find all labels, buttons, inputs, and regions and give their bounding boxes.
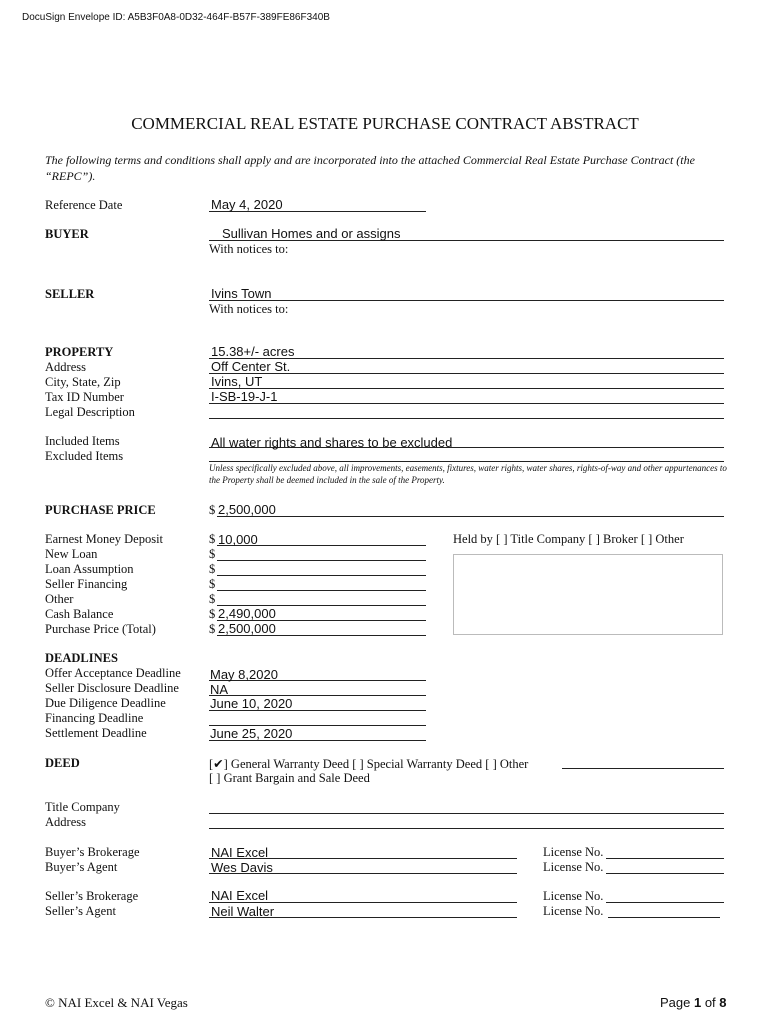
buyer-label: BUYER — [45, 227, 89, 241]
intro-text: The following terms and conditions shall apply and are incorporated into the attached Commercial Real Estate Purchase Contract (the “REPC”). — [45, 153, 695, 183]
reference-date-value: May 4, 2020 — [211, 197, 283, 212]
seller-financing-label: Seller Financing — [45, 577, 128, 591]
loan-assumption-line — [217, 575, 426, 576]
title-company-address-line — [209, 828, 724, 829]
buyer-brokerage-license-label: License No. — [543, 845, 604, 859]
due-diligence-value: June 10, 2020 — [210, 696, 293, 711]
buyer-value: Sullivan Homes and or assigns — [222, 226, 401, 241]
cash-balance-label: Cash Balance — [45, 607, 114, 621]
settlement-value: June 25, 2020 — [210, 726, 293, 741]
seller-value: Ivins Town — [211, 286, 272, 301]
purchase-total-label: Purchase Price (Total) — [45, 622, 156, 636]
city-state-zip-label: City, State, Zip — [45, 375, 121, 389]
financing-deadline-label: Financing Deadline — [45, 711, 144, 725]
purchase-price-dollar: $ — [209, 503, 216, 517]
buyer-agent-license-label: License No. — [543, 860, 604, 874]
current-page: 1 — [693, 995, 702, 1010]
seller-agent-license-line — [608, 917, 720, 918]
dollar-sign: $ — [209, 577, 216, 591]
seller-notices: With notices to: — [209, 302, 289, 316]
title-company-address-label: Address — [45, 815, 86, 829]
held-by-options: Held by [ ] Title Company [ ] Broker [ ] Other — [453, 532, 684, 546]
included-items-value: All water rights and shares to be excluded — [211, 435, 453, 450]
seller-disclosure-value: NA — [210, 682, 229, 697]
new-loan-line — [217, 560, 426, 561]
property-heading: PROPERTY — [45, 345, 114, 359]
offer-acceptance-value: May 8,2020 — [210, 667, 278, 682]
page-prefix: Page — [660, 995, 694, 1010]
seller-brokerage-value: NAI Excel — [211, 888, 269, 903]
seller-line — [209, 300, 724, 301]
seller-agent-value: Neil Walter — [211, 904, 275, 919]
title-company-line — [209, 813, 724, 814]
buyer-brokerage-value: NAI Excel — [211, 845, 269, 860]
new-loan-label: New Loan — [45, 547, 98, 561]
page-title: COMMERCIAL REAL ESTATE PURCHASE CONTRACT ABSTRACT — [131, 114, 639, 133]
envelope-id: DocuSign Envelope ID: A5B3F0A8-0D32-464F-B57F-389FE86F340B — [22, 12, 330, 23]
dollar-sign: $ — [209, 547, 216, 561]
city-value: Ivins, UT — [211, 374, 263, 389]
dollar-sign: $ — [209, 607, 216, 621]
seller-disclosure-label: Seller Disclosure Deadline — [45, 681, 179, 695]
purchase-price-line — [217, 516, 724, 517]
deed-label: DEED — [45, 756, 80, 770]
seller-agent-license-label: License No. — [543, 904, 604, 918]
title-company-label: Title Company — [45, 800, 120, 814]
legal-description-label: Legal Description — [45, 405, 135, 419]
page-of: of — [701, 995, 720, 1010]
dollar-sign: $ — [209, 562, 216, 576]
seller-brokerage-label: Seller’s Brokerage — [45, 889, 139, 903]
buyer-brokerage-license-line — [606, 858, 724, 859]
held-by-box — [453, 554, 723, 635]
seller-financing-line — [217, 590, 426, 591]
earnest-value: 10,000 — [218, 532, 258, 547]
deed-other-line — [562, 768, 724, 769]
reference-date-label: Reference Date — [45, 198, 123, 212]
address-label: Address — [45, 360, 86, 374]
due-diligence-label: Due Diligence Deadline — [45, 696, 166, 710]
seller-label: SELLER — [45, 287, 95, 301]
earnest-label: Earnest Money Deposit — [45, 532, 164, 546]
seller-brokerage-license-line — [606, 902, 724, 903]
purchase-price-value: 2,500,000 — [218, 502, 276, 517]
tax-id-label: Tax ID Number — [45, 390, 124, 404]
tax-id-value: I-SB-19-J-1 — [211, 389, 278, 404]
property-line-3 — [209, 388, 724, 389]
cash-balance-value: 2,490,000 — [218, 606, 276, 621]
total-pages: 8 — [719, 995, 727, 1010]
page-number — [660, 995, 727, 1010]
buyer-notices: With notices to: — [209, 242, 289, 256]
purchase-total-value: 2,500,000 — [218, 621, 276, 636]
buyer-agent-label: Buyer’s Agent — [45, 860, 118, 874]
deed-options-line2: [ ] Grant Bargain and Sale Deed — [209, 771, 370, 785]
included-items-label: Included Items — [45, 434, 120, 448]
buyer-agent-value: Wes Davis — [211, 860, 273, 875]
dollar-sign: $ — [209, 532, 216, 546]
settlement-label: Settlement Deadline — [45, 726, 147, 740]
property-line-5 — [209, 418, 724, 419]
inclusion-note: Unless specifically excluded above, all improvements, easements, fixtures, water rights, water shares, rights-of-way and other appurtenances to the Property shall be deemed included in the sale of the Property. — [209, 463, 727, 485]
footer-copyright: © NAI Excel & NAI Vegas — [45, 995, 188, 1010]
buyer-agent-license-line — [606, 873, 724, 874]
property-size-value: 15.38+/- acres — [211, 344, 295, 359]
offer-acceptance-label: Offer Acceptance Deadline — [45, 666, 181, 680]
excluded-items-label: Excluded Items — [45, 449, 124, 463]
address-value: Off Center St. — [211, 359, 291, 374]
loan-assumption-label: Loan Assumption — [45, 562, 134, 576]
purchase-price-label: PURCHASE PRICE — [45, 503, 156, 517]
other-label: Other — [45, 592, 74, 606]
buyer-brokerage-label: Buyer’s Brokerage — [45, 845, 140, 859]
deadlines-heading: DEADLINES — [45, 651, 118, 665]
dollar-sign: $ — [209, 592, 216, 606]
seller-agent-label: Seller’s Agent — [45, 904, 116, 918]
deed-options-line1: [✔] General Warranty Deed [ ] Special Warranty Deed [ ] Other — [209, 757, 529, 771]
dollar-sign: $ — [209, 622, 216, 636]
property-line-4 — [209, 403, 724, 404]
seller-brokerage-license-label: License No. — [543, 889, 604, 903]
